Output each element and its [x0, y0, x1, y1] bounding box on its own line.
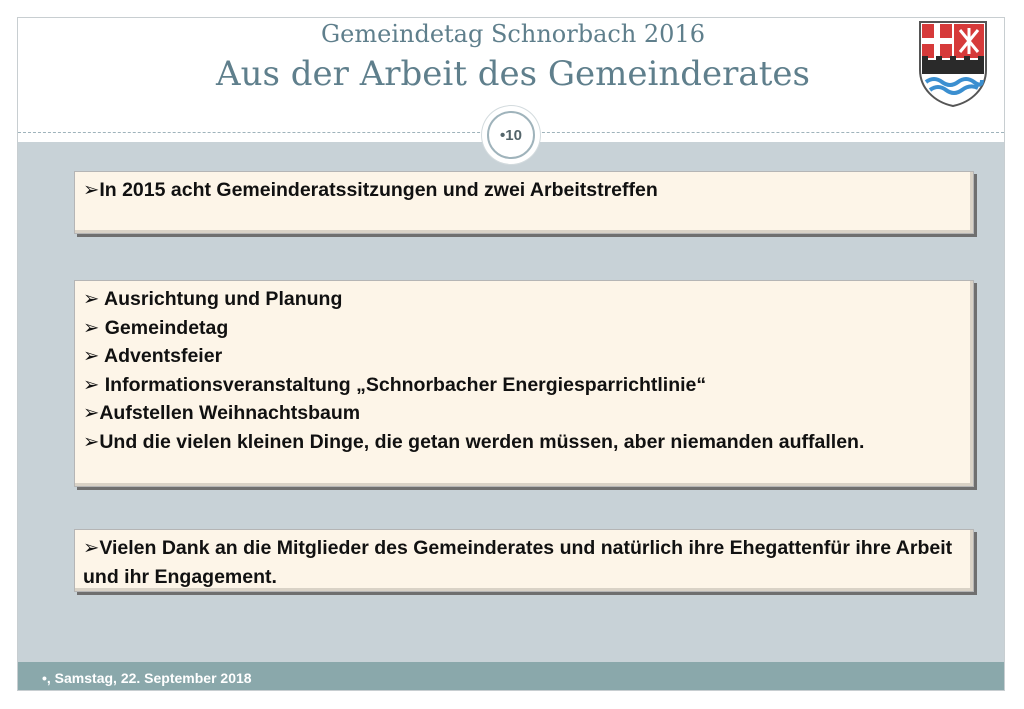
slide-subtitle: Gemeindetag Schnorbach 2016	[321, 20, 705, 48]
footer-date: •, Samstag, 22. September 2018	[42, 670, 252, 686]
arrow-bullet-icon: ➢	[83, 288, 100, 310]
list-item: ➢ Gemeindetag	[83, 314, 965, 343]
arrow-bullet-icon: ➢	[83, 430, 100, 453]
arrow-bullet-icon: ➢	[83, 402, 100, 424]
info-box-thanks	[74, 529, 974, 592]
list-item: ➢ Adventsfeier	[83, 342, 965, 371]
coat-of-arms-icon	[914, 18, 992, 108]
list-item: ➢ Informationsveranstaltung „Schnorbacher Energiesparrichtlinie“	[83, 371, 965, 400]
arrow-bullet-icon: ➢	[83, 537, 100, 559]
arrow-bullet-icon: ➢	[83, 179, 100, 201]
slide-number-badge: •10	[487, 111, 535, 159]
list-item: ➢Aufstellen Weihnachtsbaum	[83, 399, 965, 428]
arrow-bullet-icon: ➢	[83, 345, 100, 367]
arrow-bullet-icon: ➢	[83, 316, 100, 339]
slide	[17, 17, 1005, 691]
list-item: ➢ Ausrichtung und Planung	[83, 285, 965, 314]
slide-footer	[18, 662, 1004, 691]
info-box-sessions	[74, 171, 974, 234]
list-item: ➢Vielen Dank an die Mitglieder des Gemeinderates und natürlich ihre Ehegattenfür ihre Arbeit und ihr Engagement.	[83, 534, 965, 591]
slide-title: Aus der Arbeit des Gemeinderates	[216, 54, 810, 94]
list-item: ➢In 2015 acht Gemeinderatssitzungen und zwei Arbeitstreffen	[83, 176, 965, 205]
list-item: ➢Und die vielen kleinen Dinge, die getan werden müssen, aber niemanden auffallen.	[83, 428, 965, 457]
arrow-bullet-icon: ➢	[83, 373, 100, 396]
info-box-activities	[74, 280, 974, 487]
